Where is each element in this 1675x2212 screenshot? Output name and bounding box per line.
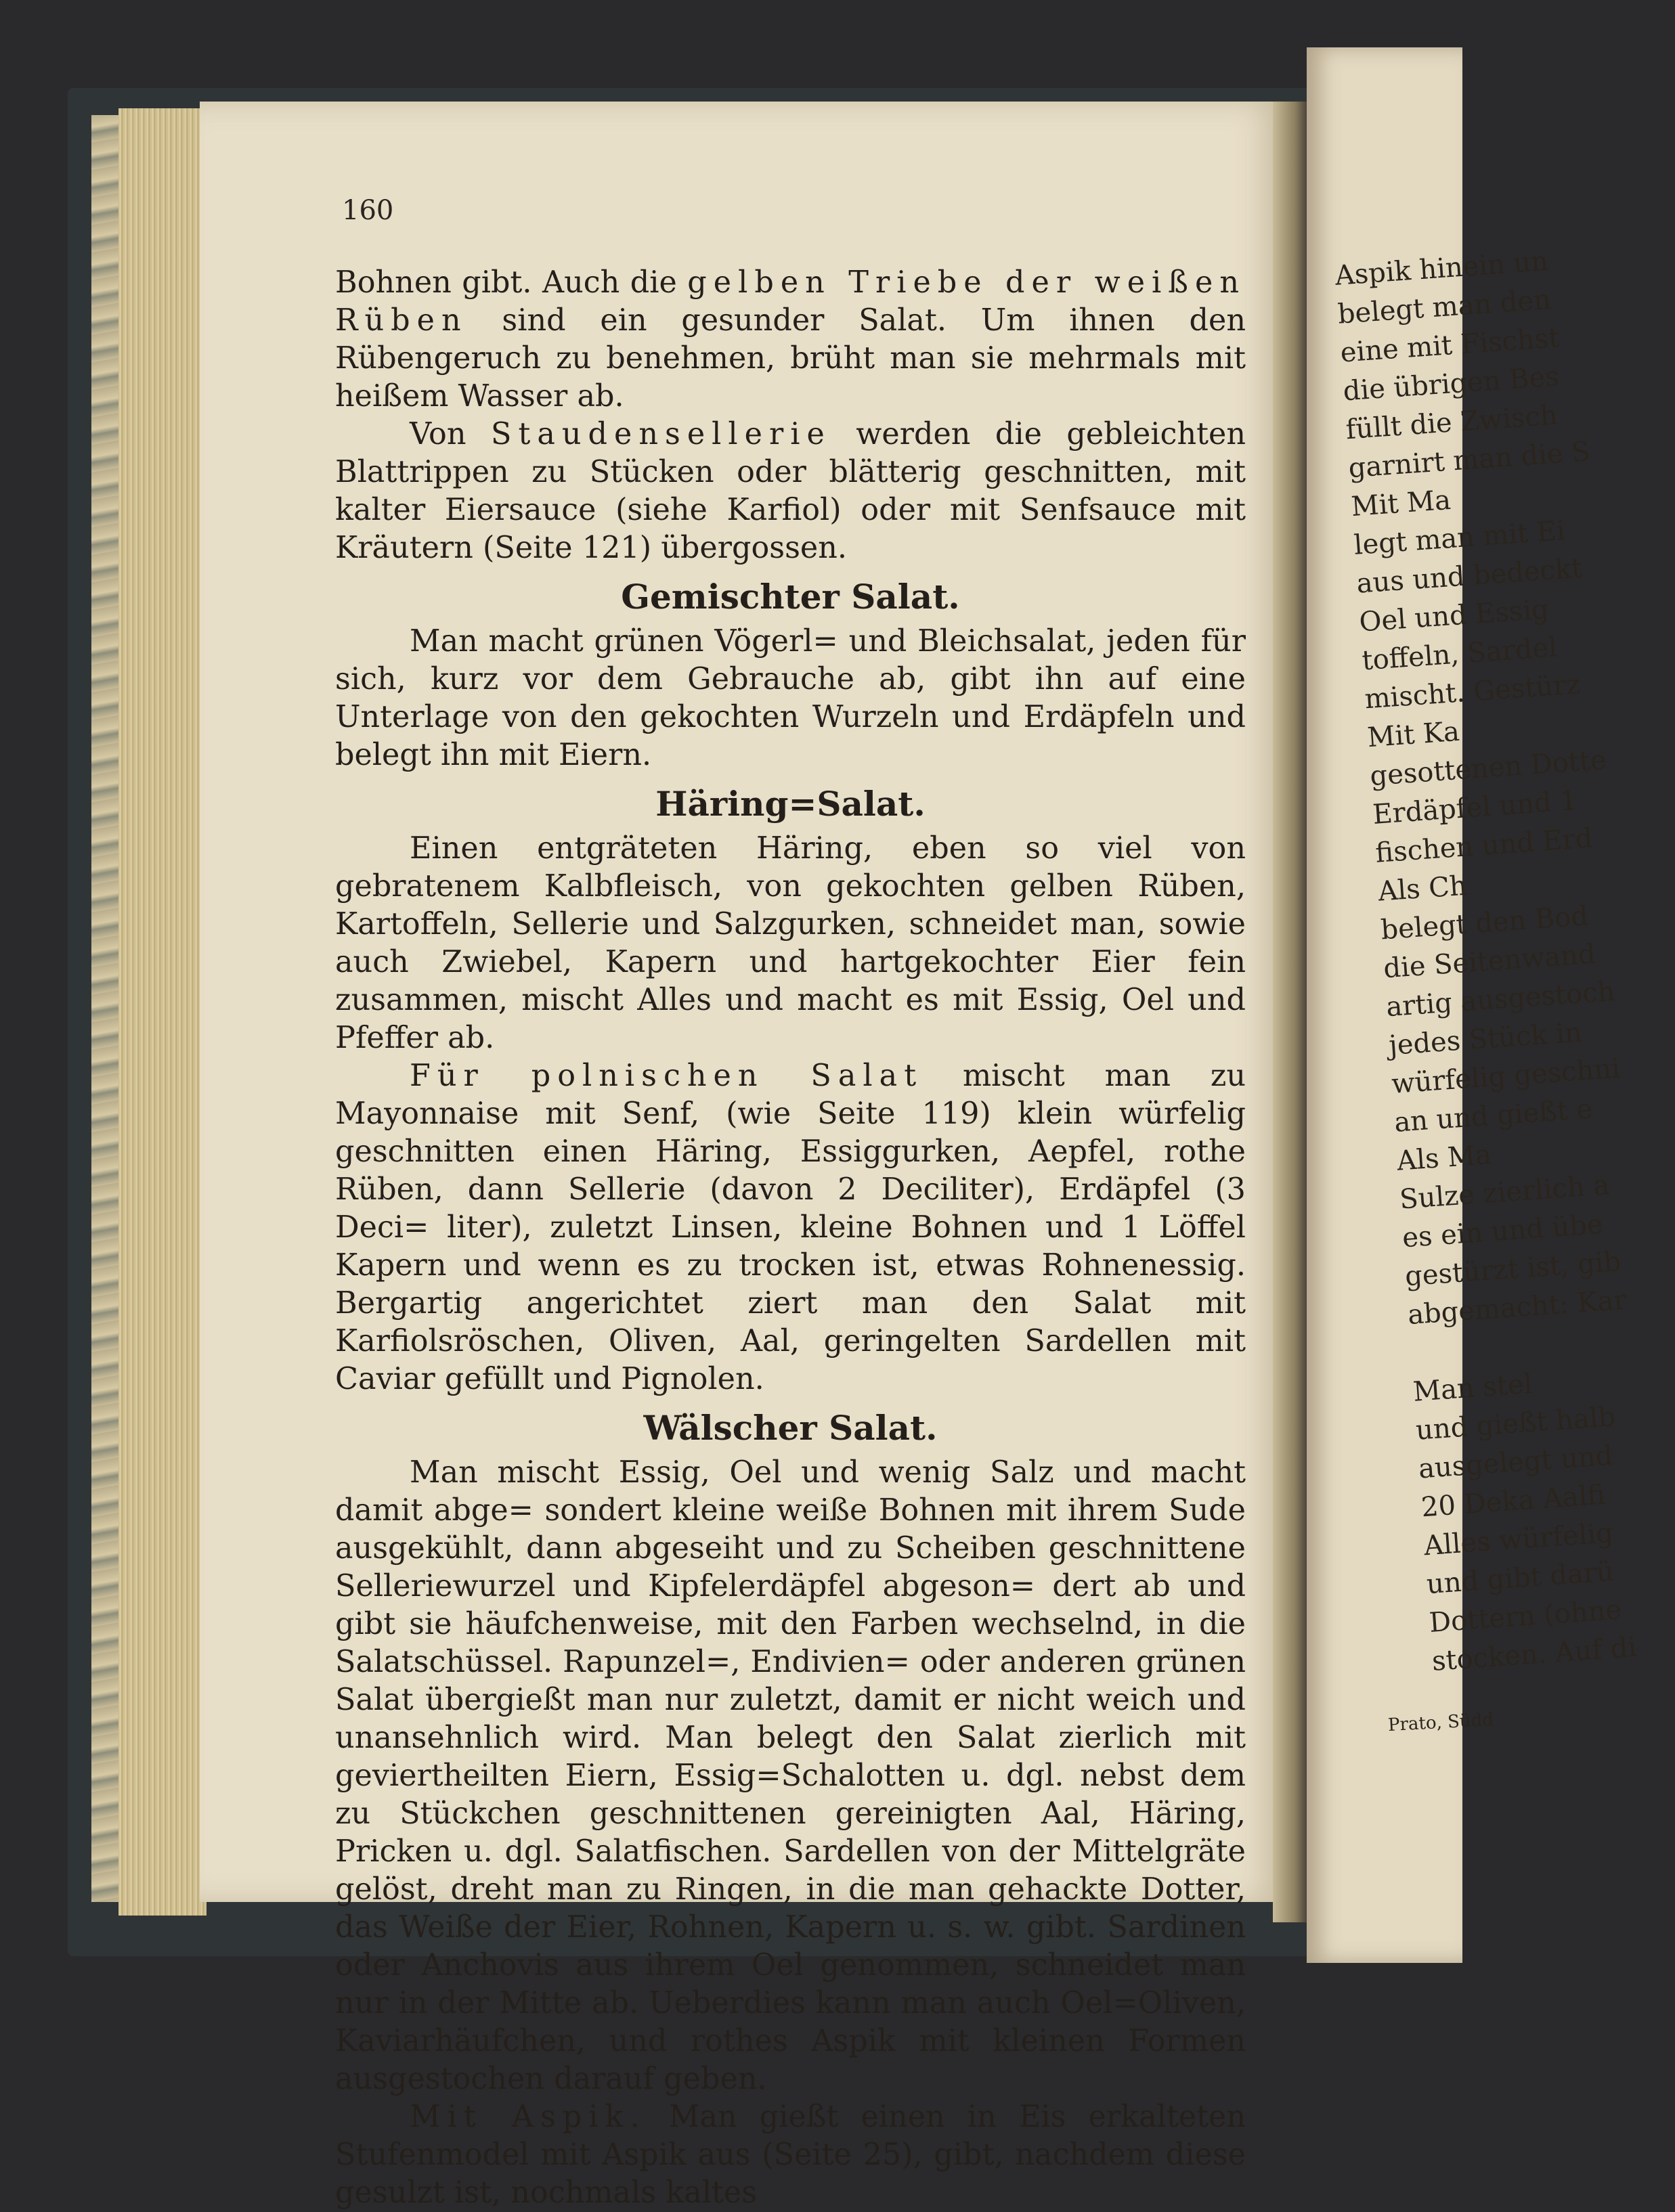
right-page-line: füllt die Zwisch [1345,399,1559,446]
right-page-line: Mit Ka [1366,715,1461,754]
right-page-line: Als Ma [1395,1139,1493,1177]
right-page-line: Alles würfelig [1422,1517,1615,1562]
right-page-line: Aspik hinein un [1334,245,1550,292]
right-page-line: Mit Ma [1350,484,1452,523]
right-page-line: garnirt man die S [1347,436,1592,485]
right-page-line: eine mit Fischst [1339,322,1561,369]
right-page-line: gestürzt ist, gib [1404,1246,1622,1293]
right-page-line: die übrigen Bes [1342,361,1561,407]
right-page-line: belegt man den [1336,284,1552,330]
right-page-line: ausgelegt und [1417,1440,1614,1485]
imprint: Prato, Südd [1387,1709,1494,1736]
right-page-line: stocken. Auf di [1431,1631,1638,1677]
right-page-line: es ein und übe [1401,1208,1604,1254]
paragraph: Von Staudensellerie werden die gebleichten Blattrippen zu Stücken oder blätterig geschnitten, mit kalter Eiersauce (siehe Karfiol) oder mit Senfsauce mit Kräutern (Seite 121) übergossen. [335,417,1246,565]
right-page-line: 20 Deka Aalfi [1420,1479,1607,1524]
right-page-line: artig ausgestoch [1385,975,1616,1023]
page-edges [118,108,206,1916]
right-page-line: die Seitenwand [1382,938,1596,985]
paragraph: Bohnen gibt. Auch die gelben Triebe der weißen Rüben sind ein gesunder Salat. Um ihnen den Rübengeruch zu benehmen, brüht man sie mehrmals mit heißem Wasser ab. [335,265,1246,414]
right-page-line: mischt. Gestürz [1364,669,1582,715]
right-page-line: und gießt halb [1414,1401,1617,1446]
book-gutter [1273,102,1310,1922]
section-heading: Wälscher Salat. [643,1408,938,1448]
right-page [1307,47,1638,1963]
right-page-line: aus und bedeckt [1355,552,1584,600]
paragraph: Mit Aspik. Man gießt einen in Eis erkalteten Stufenmodel mit Aspik aus (Seite 25), gibt, nachdem diese gesulzt ist, nochmals kaltes [335,2100,1246,2210]
right-page-line: Sulze zierlich a [1398,1170,1611,1216]
paragraph: Einen entgräteten Häring, eben so viel von gebratenem Kalbfleisch, von gekochten gelben Rüben, Kartoffeln, Sellerie und Salzgurken, schneidet man, sowie auch Zwiebel, Kapern und hartgekochter Eier fein zusammen, mischt Alles und macht es mit Essig, Oel und Pfeffer ab. [335,831,1246,1055]
right-page-text [1334,245,1638,1681]
right-page-line: Als Ch [1376,870,1469,908]
right-page-line: belegt den Bod [1379,900,1590,946]
paragraph: Man mischt Essig, Oel und wenig Salz und macht damit abge= sondert kleine weiße Bohnen mit ihrem Sude ausgekühlt, dann abgeseiht und zu Scheiben geschnittene Selleriewurzel und Kipfelerdäpfel abgeson= dert ab und gibt sie häufchenweise, mit den Farben wechselnd, in die Salatschüssel. Rapunzel=, Endivien= oder anderen grünen Salat übergießt man nur zuletzt, damit er nicht weich und unansehnlich wird. Man belegt den Salat zierlich mit geviertheilten Eiern, Essig=Schalotten u. dgl. nebst dem zu Stückchen geschnittenen gereinigten Aal, Häring, Pricken u. dgl. Salatfischen. Sardellen von der Mittelgräte gelöst, dreht man zu Ringen, in die man gehackte Dotter, das Weiße der Eier, Rohnen, Kapern u. s. w. gibt. Sardinen oder Anchovis aus ihrem Oel genommen, schneidet man nur in der Mitte ab. Ueberdies kann man auch Oel=Oliven, Kaviarhäufchen, und rothes Aspik mit kleinen Formen ausgestochen darauf geben. [335,1455,1246,2096]
right-page-line: an und gießt e [1393,1093,1594,1138]
right-page-line: gesottenen Dotte [1369,744,1607,793]
page-number: 160 [342,195,394,226]
page-body [335,264,1246,2212]
right-page-line: jedes Stück in [1387,1017,1584,1062]
right-page-line: fischen und Erd [1374,822,1594,869]
paragraph: Man macht grünen Vögerl= und Bleichsalat, jeden für sich, kurz vor dem Gebrauche ab, gibt ihn auf eine Unterlage von den gekochten Wurzeln und Erdäpfeln und belegt ihn mit Eiern. [335,624,1246,772]
right-page-line: Erdäpfel und 1 [1372,784,1579,831]
right-page-line: und gibt darü [1425,1555,1615,1601]
right-page-line: Oel und Essig [1358,594,1550,638]
right-page-line: abgemacht: Kar [1406,1284,1628,1331]
paragraph: Für polnischen Salat mischt man zu Mayonnaise mit Senf, (wie Seite 119) klein würfelig geschnitten einen Häring, Essiggurken, Aepfel, rothe Rüben, dann Sellerie (davon 2 Deciliter), Erdäpfel (3 Deci= liter), zuletzt Linsen, kleine Bohnen und 1 Löffel Kapern und wenn es zu trocken ist, etwas Rohnenessig. Bergartig angerichtet ziert man den Salat mit Karfiolsröschen, Oliven, Aal, geringelten Sardellen mit Caviar gefüllt und Pignolen. [335,1059,1246,1396]
right-page-line: Man stel [1412,1368,1533,1408]
right-page-line: legt man mit Ei [1353,515,1567,561]
right-page-line: Dottern (ohne [1428,1594,1623,1639]
section-heading: Gemischter Salat. [621,577,960,617]
section-heading: Häring=Salat. [655,784,926,824]
right-page-line: würfelig geschni [1390,1053,1622,1100]
right-page-line: toffeln, Sardel [1361,632,1559,677]
